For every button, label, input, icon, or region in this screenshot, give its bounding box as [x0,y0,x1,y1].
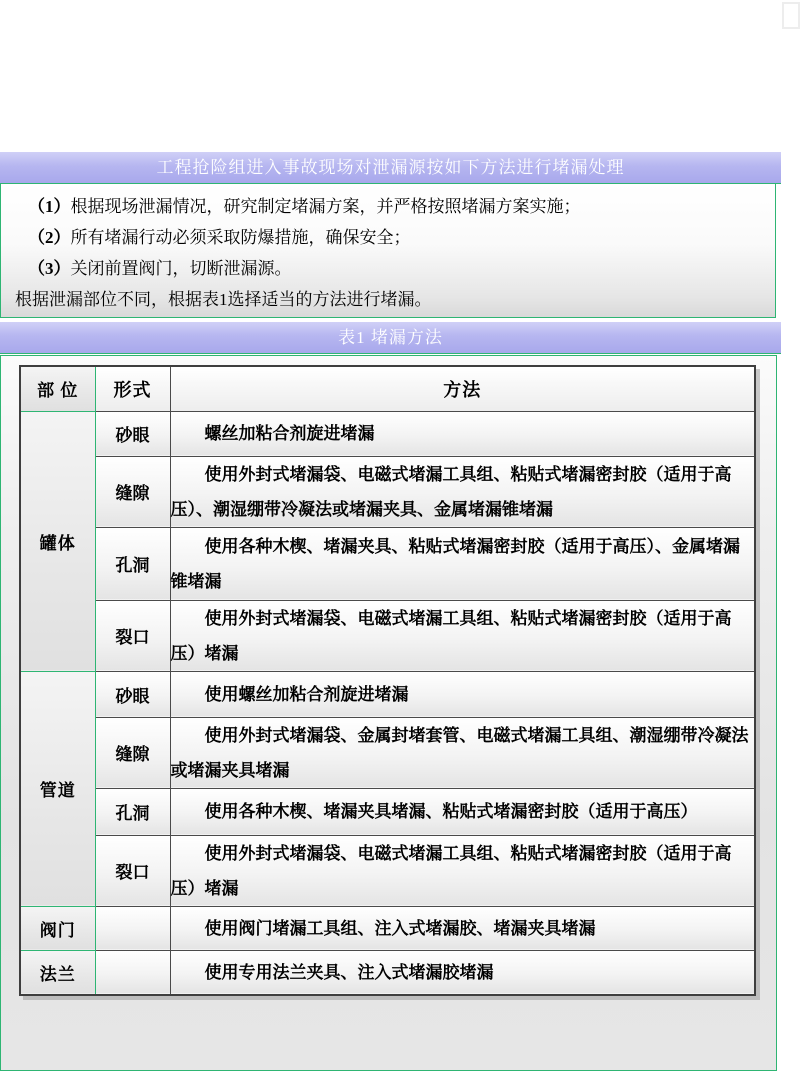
form-cell: 裂口 [95,600,170,671]
table-row [20,600,755,671]
table-row [20,527,755,600]
part-cell-tank: 罐体 [20,411,95,671]
part-cell-valve: 阀门 [20,906,95,950]
table-row [20,671,755,717]
form-cell: 孔洞 [95,527,170,600]
method-cell: 使用外封式堵漏袋、金属封堵套管、电磁式堵漏工具组、潮湿绷带冷凝法或堵漏夹具堵漏 [170,717,755,788]
form-cell: 孔洞 [95,788,170,835]
instruction-text: 关闭前置阀门，切断泄漏源。 [70,259,292,278]
leak-methods-table [19,365,756,996]
form-cell: 缝隙 [95,456,170,527]
method-cell: 使用外封式堵漏袋、电磁式堵漏工具组、粘贴式堵漏密封胶（适用于高压）、潮湿绷带冷凝法或堵漏夹具、金属堵漏锥堵漏 [170,456,755,527]
method-cell: 使用各种木楔、堵漏夹具堵漏、粘贴式堵漏密封胶（适用于高压） [170,788,755,835]
instructions-footer: 根据泄漏部位不同，根据表1选择适当的方法进行堵漏。 [15,290,432,309]
table-row [20,411,755,456]
table-row [20,717,755,788]
table-row [20,835,755,906]
column-header-part: 部 位 [20,366,95,411]
form-cell: 砂眼 [95,411,170,456]
instructions-panel [0,184,776,318]
form-cell: 砂眼 [95,671,170,717]
instruction-number: （1） [28,197,71,216]
column-header-method: 方法 [170,366,755,411]
table-section [0,355,777,1071]
form-cell: 裂口 [95,835,170,906]
form-cell-empty [95,950,170,995]
method-cell: 使用外封式堵漏袋、电磁式堵漏工具组、粘贴式堵漏密封胶（适用于高压）堵漏 [170,600,755,671]
corner-placeholder-box [782,2,800,29]
column-header-form: 形式 [95,366,170,411]
table-title-bar: 表1 堵漏方法 [0,322,781,354]
instruction-number: （3） [28,259,71,278]
instruction-number: （2） [28,228,71,247]
table-header-row [20,366,755,411]
instruction-text: 根据现场泄漏情况，研究制定堵漏方案，并严格按照堵漏方案实施； [70,197,581,216]
procedure-header-bar: 工程抢险组进入事故现场对泄漏源按如下方法进行堵漏处理 [0,152,781,184]
table-row [20,950,755,995]
method-cell: 使用外封式堵漏袋、电磁式堵漏工具组、粘贴式堵漏密封胶（适用于高压）堵漏 [170,835,755,906]
method-cell: 使用螺丝加粘合剂旋进堵漏 [170,671,755,717]
part-cell-pipeline: 管道 [20,671,95,906]
table-row [20,788,755,835]
table-row [20,456,755,527]
instruction-line-3 [1,253,775,284]
part-cell-flange: 法兰 [20,950,95,995]
method-cell: 使用各种木楔、堵漏夹具、粘贴式堵漏密封胶（适用于高压）、金属堵漏锥堵漏 [170,527,755,600]
instruction-line-2 [1,222,775,253]
instruction-text: 所有堵漏行动必须采取防爆措施，确保安全； [70,228,411,247]
form-cell: 缝隙 [95,717,170,788]
table-row [20,906,755,950]
instruction-line-1 [1,191,775,222]
method-cell: 使用阀门堵漏工具组、注入式堵漏胶、堵漏夹具堵漏 [170,906,755,950]
form-cell-empty [95,906,170,950]
method-cell: 使用专用法兰夹具、注入式堵漏胶堵漏 [170,950,755,995]
method-cell: 螺丝加粘合剂旋进堵漏 [170,411,755,456]
